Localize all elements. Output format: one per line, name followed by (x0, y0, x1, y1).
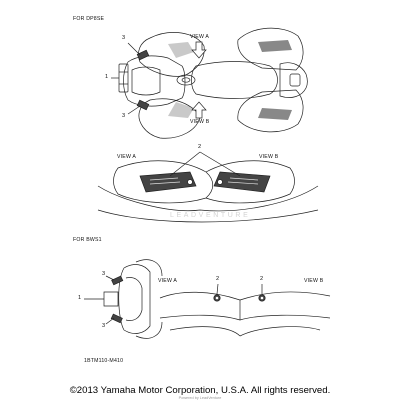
view-b-label: VIEW B (190, 119, 210, 125)
emblem-detail (160, 284, 330, 336)
detail-view-a-label: VIEW A (117, 154, 137, 160)
part-code: 1BTM110-M410 (84, 358, 124, 364)
watermark-text: LEADVENTURE (170, 212, 251, 219)
callout-3-bottom-2: 3 (102, 323, 106, 329)
view-a-label: VIEW A (190, 34, 210, 40)
detail-callout-2: 2 (198, 144, 202, 150)
detail-callout-2b: 2 (260, 276, 264, 282)
callout-3-top-2: 3 (102, 271, 106, 277)
section1-heading: FOR DP8SE (73, 16, 105, 22)
atv-top-view (119, 28, 308, 138)
atv-front-view (84, 260, 162, 339)
copyright-text: ©2013 Yamaha Motor Corporation, U.S.A. All rights reserved. (69, 385, 331, 396)
detail-view-b-label: VIEW B (259, 154, 279, 160)
callout-1: 1 (105, 74, 109, 80)
view-a-label-2: VIEW A (158, 278, 178, 284)
view-b-label-2: VIEW B (304, 278, 324, 284)
powered-by-credit: Powered by LeadVenture (178, 396, 222, 400)
callout-1-2: 1 (78, 295, 82, 301)
section2-heading: FOR BWS1 (73, 237, 102, 243)
detail-callout-2a: 2 (216, 276, 220, 282)
callout-3-top: 3 (122, 35, 126, 41)
callout-3-bottom: 3 (122, 113, 126, 119)
